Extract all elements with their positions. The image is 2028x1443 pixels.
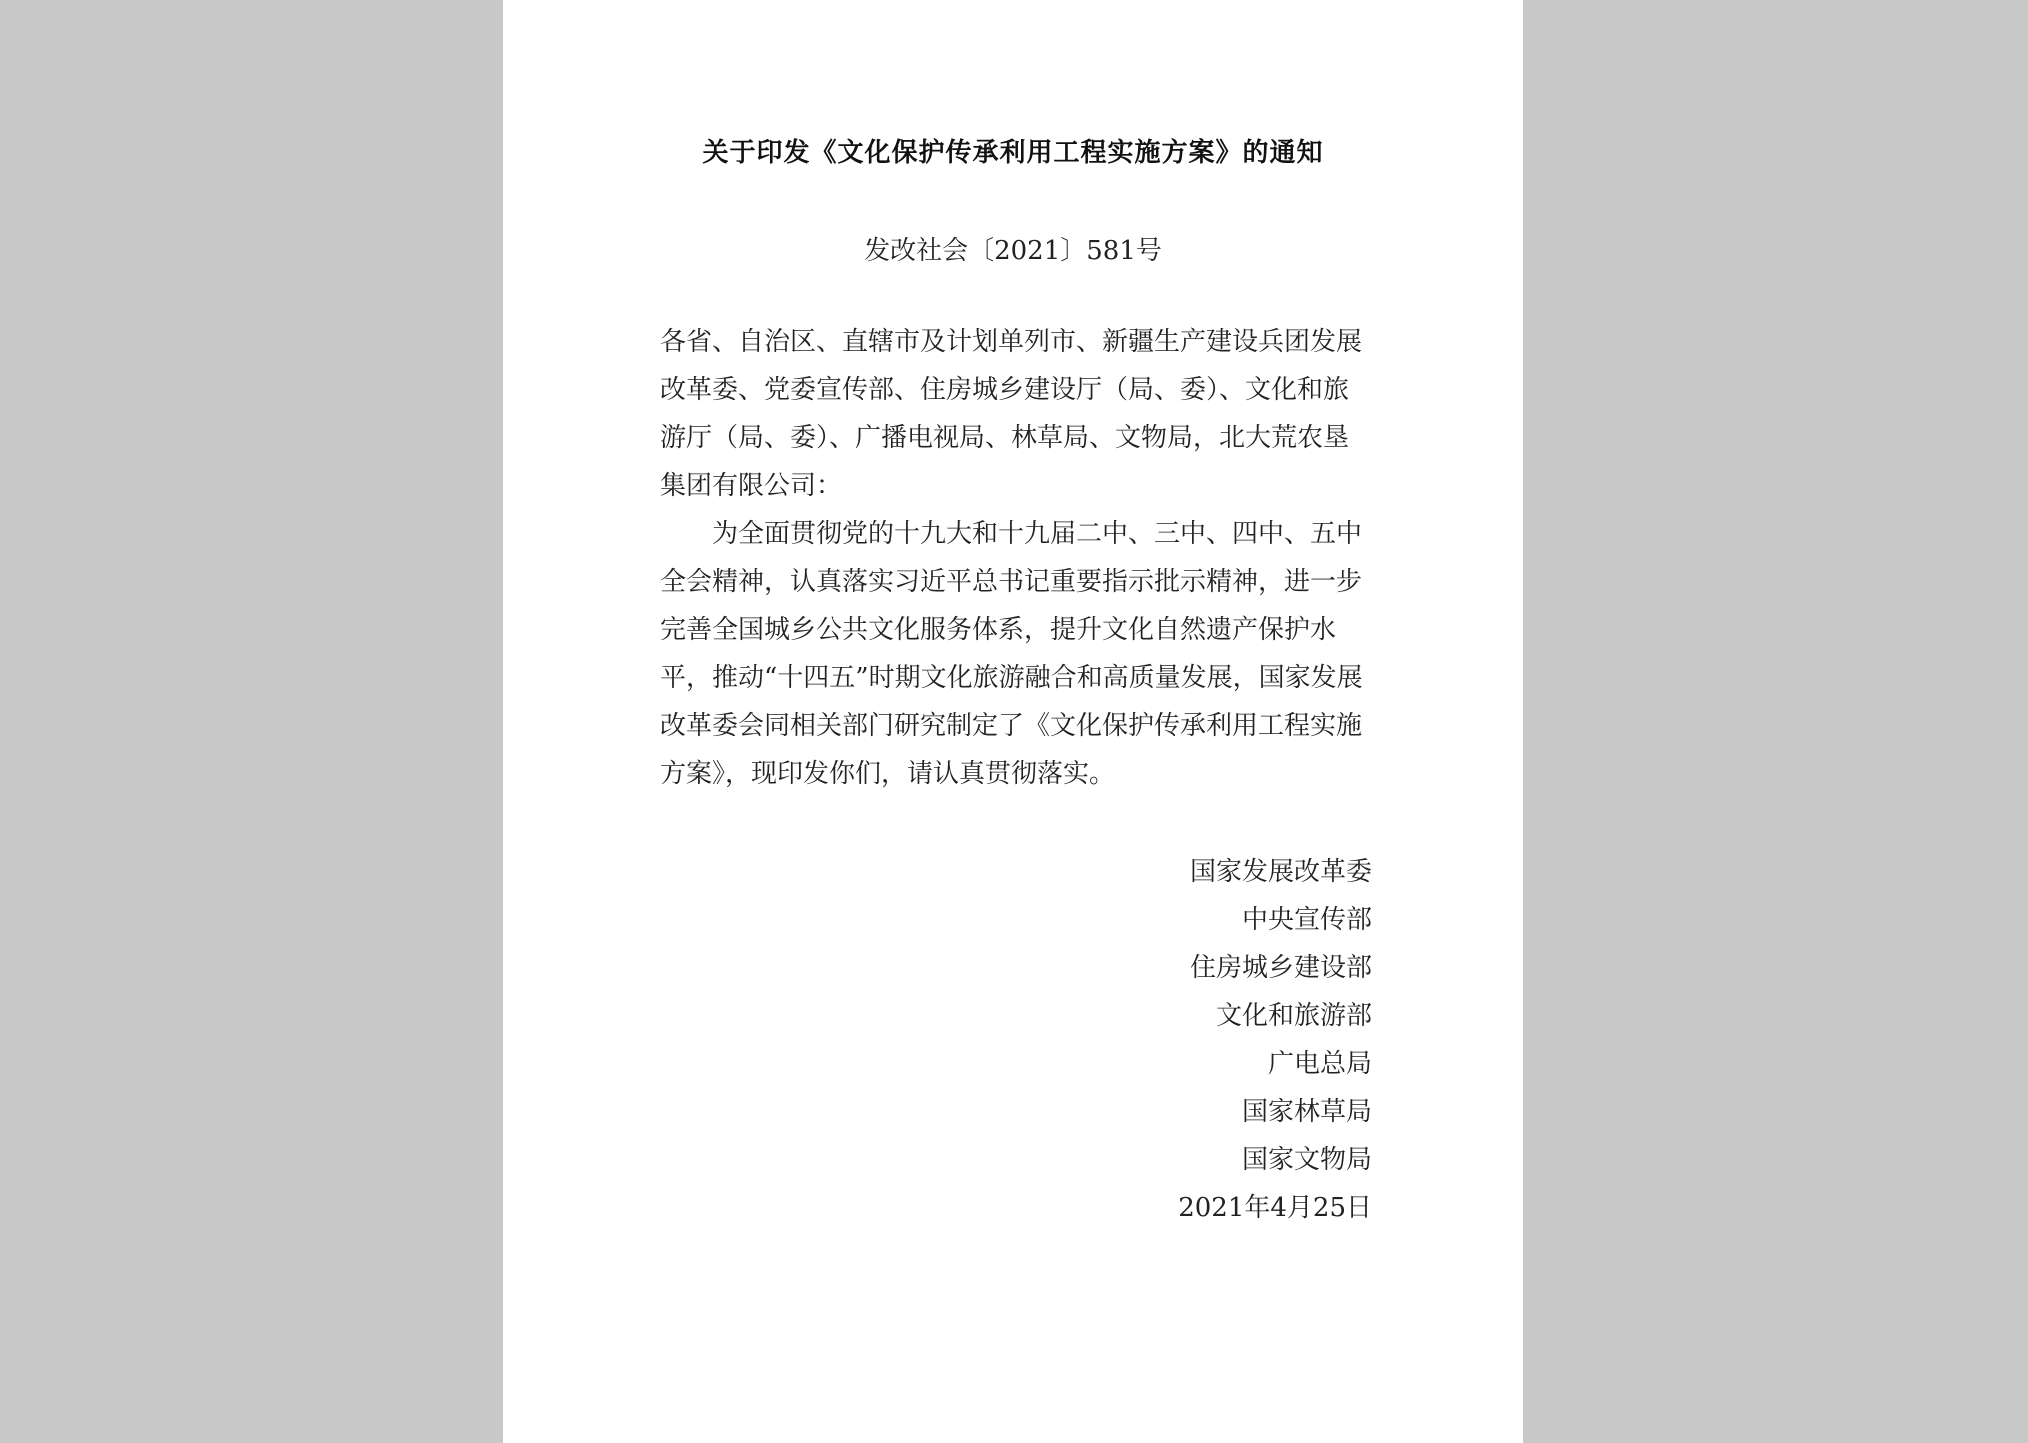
signature-line: 广电总局 <box>1267 1049 1372 1079</box>
signature-line: 国家文物局 <box>1241 1145 1372 1175</box>
signature-line: 住房城乡建设部 <box>1189 953 1372 983</box>
addressees: 各省、自治区、直辖市及计划单列市、新疆生产建设兵团发展改革委、党委宣传部、住房城乡建设厅（局、委）、文化和旅游厅（局、委）、广播电视局、林草局、文物局，北大荒农垦集团有限公司： <box>660 327 1363 501</box>
signature-line: 中央宣传部 <box>1241 905 1372 935</box>
body-paragraph: 为全面贯彻党的十九大和十九届二中、三中、四中、五中全会精神，认真落实习近平总书记重要指示批示精神，进一步完善全国城乡公共文化服务体系，提升文化自然遗产保护水平，推动“十四五”时期文化旅游融合和高质量发展，国家发展改革委会同相关部门研究制定了《文化保护传承利用工程实施方案》，现印发你们，请认真贯彻落实。 <box>660 519 1363 789</box>
notice-title: 关于印发《文化保护传承利用工程实施方案》的通知 <box>702 138 1324 168</box>
signature-line: 国家发展改革委 <box>1189 857 1372 887</box>
issue-date: 2021年4月25日 <box>1178 1193 1372 1223</box>
signature-line: 文化和旅游部 <box>1215 1001 1372 1031</box>
document-number: 发改社会〔2021〕581号 <box>864 236 1162 266</box>
document-page <box>503 0 1523 1443</box>
signature-line: 国家林草局 <box>1241 1097 1372 1127</box>
signature-block <box>1178 848 1372 1232</box>
